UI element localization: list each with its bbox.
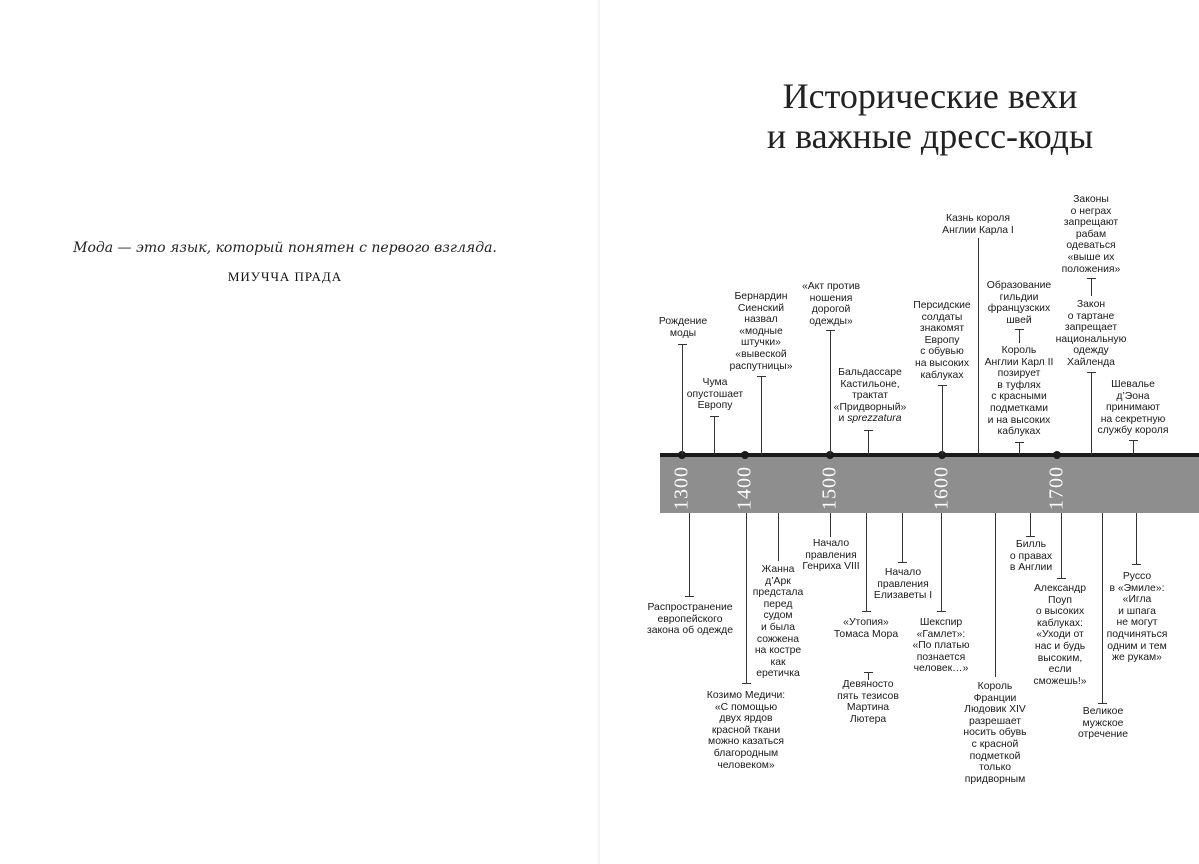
year-dot-1700 [1053, 451, 1061, 459]
event-sumptuary-law-spread [640, 602, 740, 637]
year-1400 [730, 464, 760, 512]
event-line: Хайленда [1067, 356, 1115, 368]
event-line: «выше их [1067, 251, 1115, 263]
connector [830, 513, 831, 537]
event-line: распутницы» [729, 360, 793, 372]
event-bill-of-rights [1000, 539, 1062, 574]
connector [714, 416, 715, 455]
event-line: высоким, [1037, 652, 1083, 664]
event-alexander-pope [1023, 583, 1097, 687]
event-seamstress-guild [979, 280, 1059, 326]
event-line: Рождение [658, 316, 708, 327]
event-line: Персидские [913, 300, 971, 311]
connector-tick [864, 672, 873, 673]
connector [1091, 278, 1092, 296]
event-line: сможешь!» [1033, 675, 1087, 687]
event-line: д’Эона [1116, 390, 1150, 402]
event-line: опустошает [686, 388, 744, 400]
epigraph-author: МИУЧЧА ПРАДА [227, 269, 343, 284]
connector [778, 513, 779, 561]
event-line: Генриха VIII [802, 561, 860, 573]
event-line: отречение [1077, 729, 1129, 741]
event-line: если [1048, 664, 1072, 676]
event-line: положения» [1061, 263, 1121, 275]
connector-tick [678, 344, 687, 345]
event-line: на секретную [1100, 413, 1166, 425]
event-line: «По платью [912, 640, 970, 652]
event-line: в туфлях [997, 379, 1041, 391]
connector-tick [864, 430, 873, 431]
year-label: 1500 [818, 466, 841, 510]
event-line: знакомят [919, 323, 965, 335]
connector [995, 513, 996, 677]
event-line: моды [669, 327, 697, 339]
event-line: Англии Карл II [984, 356, 1054, 368]
event-line: Козимо Медичи: [706, 690, 786, 701]
event-line: двух ярдов [719, 713, 773, 725]
event-line: правления [805, 549, 857, 561]
connector-tick [826, 330, 835, 331]
event-line: с обувью [920, 346, 964, 358]
event-line: Чума [702, 377, 728, 388]
event-line: же рукам» [1112, 652, 1162, 664]
event-line: Александр [1034, 583, 1086, 594]
event-rousseau-emile [1098, 571, 1176, 664]
event-line: подметкой [969, 750, 1021, 762]
event-joan-of-arc [748, 564, 808, 680]
event-line: Распространение [647, 602, 733, 613]
event-line: о правах [1009, 550, 1053, 562]
event-line: только [978, 762, 1012, 774]
event-plague [678, 377, 752, 412]
title-line-1: Исторические вехи [782, 76, 1078, 116]
connector-tick [1098, 703, 1107, 704]
connector [1136, 513, 1137, 564]
year-1600 [927, 464, 957, 512]
connector [746, 513, 747, 683]
event-line: и шпага [1118, 605, 1156, 617]
connector-tick [1087, 278, 1096, 279]
connector [1019, 329, 1020, 343]
event-line: и была [761, 621, 795, 633]
event-line: Король [1001, 345, 1037, 356]
connector-tick [1057, 578, 1066, 579]
event-line: французских [987, 303, 1051, 315]
event-line: Король [977, 681, 1013, 692]
event-louis-xiv [955, 681, 1035, 785]
connector-tick [685, 596, 694, 597]
year-1300 [667, 464, 697, 512]
connector [866, 513, 867, 611]
event-line: сожжена [756, 633, 800, 645]
event-line: каблуках [997, 426, 1041, 438]
event-word: и [838, 413, 845, 425]
event-line: Поуп [1048, 594, 1072, 606]
event-line: Казнь короля [946, 213, 1010, 224]
event-elizabeth-i [868, 567, 938, 602]
event-line: о высоких [1035, 606, 1085, 618]
event-line: запрещают [1063, 217, 1119, 229]
event-line: рабам [1075, 228, 1107, 240]
event-hamlet [908, 617, 974, 675]
connector-tick [898, 562, 907, 563]
connector [942, 385, 943, 455]
connector-tick [938, 385, 947, 386]
event-tartan-act [1048, 299, 1134, 369]
event-line: еретичка [756, 668, 800, 680]
connector-tick [1087, 372, 1096, 373]
page-title [700, 76, 1160, 156]
event-line: Европу [697, 400, 733, 412]
event-line: о тартане [1067, 310, 1115, 322]
event-henry-viii [798, 538, 864, 573]
event-line: предстала [752, 587, 804, 599]
event-line: человек…» [913, 663, 969, 675]
event-line: «Игла [1122, 594, 1152, 606]
connector-tick [1015, 329, 1024, 330]
connector [902, 513, 903, 562]
connector-tick [742, 683, 751, 684]
connector [1133, 440, 1134, 455]
event-line: перед [763, 598, 793, 610]
connector-tick [862, 611, 871, 612]
event-line: Великое [1082, 706, 1124, 717]
event-line: не могут [1116, 617, 1158, 629]
connector-tick [710, 416, 719, 417]
event-line: «Уходи от [1036, 629, 1084, 641]
event-line: Шекспир [919, 617, 963, 628]
event-line: судом [763, 610, 793, 622]
event-ninety-five-theses [828, 679, 908, 725]
year-label: 1300 [670, 466, 693, 510]
event-line: солдаты [921, 311, 963, 323]
event-line: Закон [1076, 299, 1106, 310]
event-line: Шевалье [1111, 379, 1155, 390]
event-line: человеком» [717, 759, 775, 771]
event-line: одеваться [1066, 240, 1116, 252]
event-line: запрещает [1064, 322, 1118, 334]
event-line: и на высоких [987, 414, 1051, 426]
connector [689, 513, 690, 597]
event-line: ношения [809, 292, 853, 304]
event-line: Начало [812, 538, 850, 549]
event-line: можно казаться [708, 736, 784, 748]
event-line: «Акт против [801, 281, 861, 292]
year-1500 [815, 464, 845, 512]
event-persian-heels [902, 300, 982, 381]
event-line: швей [1006, 314, 1032, 326]
event-line [828, 413, 912, 425]
event-sumptuary-act [794, 281, 868, 327]
event-line: Руссо [1122, 571, 1152, 582]
event-line: на костре [754, 645, 802, 657]
event-line: «Утопия» [843, 617, 889, 628]
event-chevalier-deon [1090, 379, 1176, 437]
event-line: Сиенский [737, 302, 785, 314]
event-line: пять тезисов [837, 690, 899, 702]
event-line: Елизаветы I [873, 590, 933, 602]
event-line: д’Арк [765, 575, 791, 587]
event-line: подчиняться [1106, 628, 1168, 640]
event-line: Людовик XIV [964, 704, 1026, 716]
title-line-2: и важные дресс-коды [766, 116, 1094, 156]
event-execution-charles-i [934, 213, 1022, 236]
connector [1030, 513, 1031, 536]
event-line: «Гамлет»: [916, 628, 966, 640]
event-line: штучки» [741, 337, 781, 349]
event-line: Образование [986, 280, 1052, 291]
connector [868, 430, 869, 455]
event-line: в «Эмиле»: [1109, 582, 1165, 594]
year-label: 1400 [733, 466, 756, 510]
year-label: 1700 [1045, 466, 1068, 510]
event-line: Бальдассаре [838, 367, 902, 378]
event-line: Начало [884, 567, 922, 578]
event-line: на высоких [914, 357, 970, 369]
event-line: каблуках: [1037, 617, 1083, 629]
event-line: дорогой [811, 304, 851, 316]
event-line: Билль [1015, 539, 1047, 550]
event-line: носить обувь [963, 727, 1027, 739]
event-line: Лютера [849, 713, 887, 725]
connector-tick [1129, 440, 1138, 441]
event-line: принимают [1106, 402, 1160, 414]
event-line: трактат [852, 390, 888, 402]
connector-tick [1015, 442, 1024, 443]
event-line: Англии Карла I [942, 224, 1014, 236]
event-line: Мартина [846, 702, 890, 714]
connector-tick [757, 376, 766, 377]
event-line: нас и будь [1034, 640, 1086, 652]
event-line: «вывеской [735, 348, 787, 360]
event-line: познается [916, 651, 966, 663]
event-line: закона об одежде [646, 625, 734, 637]
event-line: подметками [989, 402, 1049, 414]
connector-tick [937, 611, 946, 612]
event-line: каблуках [920, 369, 964, 381]
event-line: Бернардин [734, 291, 788, 302]
event-line: европейского [657, 613, 723, 625]
event-line: в Англии [1009, 562, 1053, 574]
event-line: «С помощью [714, 701, 778, 713]
year-label: 1600 [930, 466, 953, 510]
event-line: одним и тем [1107, 640, 1167, 652]
event-birth-of-fashion [644, 316, 722, 339]
event-italic-word: sprezzatura [847, 413, 902, 425]
event-utopia [826, 617, 906, 640]
event-line: разрешает [968, 715, 1022, 727]
connector [941, 513, 942, 611]
event-line: Кастильоне, [840, 378, 900, 390]
event-line: правления [877, 578, 929, 590]
event-line: службу короля [1097, 425, 1169, 437]
event-line: как [770, 656, 786, 668]
event-cosimo-medici [696, 690, 796, 771]
event-line: одежду [1073, 345, 1109, 357]
connector [1019, 442, 1020, 455]
event-line: с красными [991, 391, 1047, 403]
event-line: назвал [744, 314, 778, 326]
event-line: благородным [713, 747, 779, 759]
event-line: Европу [924, 334, 960, 346]
event-line: придворным [964, 773, 1026, 785]
event-line: позирует [997, 368, 1041, 380]
event-bernardino [723, 291, 799, 372]
event-line: Франции [973, 692, 1017, 704]
year-1700 [1042, 464, 1072, 512]
connector-tick [1132, 564, 1141, 565]
connector-tick [1026, 536, 1035, 537]
event-great-masculine-renunciation [1070, 706, 1136, 741]
event-line: одежды» [809, 315, 853, 327]
event-line: «Придворный» [833, 401, 907, 413]
event-negro-laws [1052, 194, 1130, 275]
event-line: о неграх [1070, 205, 1112, 217]
year-dot-1400 [741, 451, 749, 459]
event-line: «модные [739, 325, 783, 337]
event-castiglione [828, 367, 912, 425]
event-line: Законы [1073, 194, 1109, 205]
event-line: Жанна [761, 564, 795, 575]
event-line: национальную [1055, 333, 1127, 345]
event-line: Томаса Мора [833, 628, 899, 640]
connector [761, 376, 762, 455]
event-line: гильдии [999, 291, 1039, 303]
event-line: с красной [971, 738, 1019, 750]
event-line: красной ткани [711, 724, 781, 736]
event-line: Девяносто [842, 679, 894, 690]
epigraph-quote: Мода — это язык, который понятен с первого взгляда. [73, 240, 497, 256]
event-line: мужское [1082, 717, 1124, 729]
